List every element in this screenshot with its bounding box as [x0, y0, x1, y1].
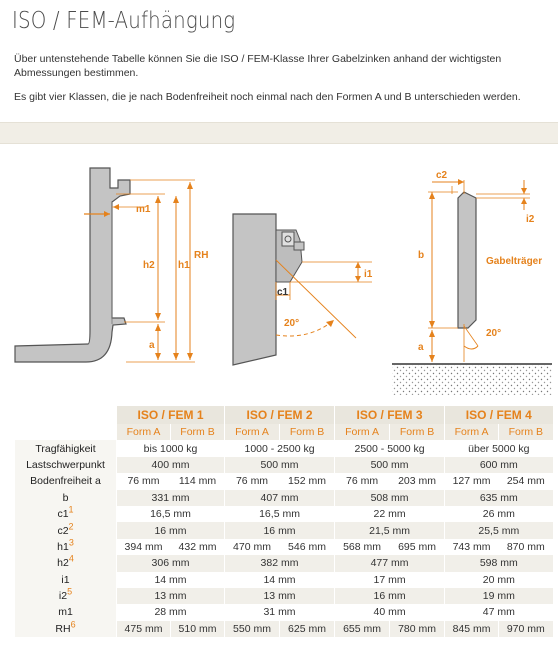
table-cell: 598 mm — [445, 555, 553, 571]
class-header: ISO / FEM 3 — [335, 406, 445, 424]
table-cell: 655 mm — [335, 621, 390, 637]
row-label — [15, 490, 117, 506]
table-cell: 432 mm — [171, 539, 225, 555]
table-cell: 13 mm — [225, 588, 335, 604]
table-cell: 500 mm — [335, 457, 445, 473]
table-body — [15, 440, 553, 637]
footnote-marker: 4 — [68, 553, 74, 564]
table-row — [15, 490, 553, 506]
table-cell: 14 mm — [117, 572, 225, 588]
form-a-header: Form A — [335, 424, 390, 440]
table-cell: 331 mm — [117, 490, 225, 506]
table-cell: 114 mm — [171, 473, 225, 489]
row-label-text: i1 — [61, 573, 70, 586]
table-corner — [15, 406, 117, 424]
table-cell: 26 mm — [445, 506, 553, 522]
table-cell: 845 mm — [445, 621, 499, 637]
label-b: b — [418, 250, 425, 261]
carriage-detail-diagram — [233, 214, 373, 365]
form-b-header: Form B — [280, 424, 335, 440]
table-cell: 695 mm — [390, 539, 445, 555]
table-cell: 127 mm — [445, 473, 499, 489]
table-forms-row — [15, 424, 553, 440]
intro-text — [14, 52, 549, 114]
table-cell: über 5000 kg — [445, 440, 553, 456]
class-header: ISO / FEM 2 — [225, 406, 335, 424]
table-cell: 546 mm — [280, 539, 335, 555]
table-cell: 970 mm — [499, 621, 553, 637]
carriage-side-diagram — [392, 170, 552, 395]
table-cell: bis 1000 kg — [117, 440, 225, 456]
footnote-marker: 2 — [68, 521, 74, 532]
table-row — [15, 440, 553, 456]
row-label-text: m1 — [58, 606, 73, 619]
table-cell: 21,5 mm — [335, 522, 445, 538]
table-row — [15, 539, 553, 555]
table-cell: 870 mm — [499, 539, 553, 555]
table-cell: 19 mm — [445, 588, 553, 604]
table-header-row — [15, 406, 553, 424]
table-row — [15, 621, 553, 637]
class-header: ISO / FEM 4 — [445, 406, 553, 424]
table-row — [15, 572, 553, 588]
intro-paragraph-2: Es gibt vier Klassen, die je nach Bodenfreiheit noch einmal nach den Formen A und B unterschieden werden. — [14, 91, 521, 103]
table-cell: 635 mm — [445, 490, 553, 506]
table-cell: 743 mm — [445, 539, 499, 555]
row-label — [15, 604, 117, 620]
page-title: ISO / FEM-Aufhängung — [12, 8, 236, 34]
table-row — [15, 588, 553, 604]
label-c2: c2 — [436, 170, 448, 181]
table-cell: 568 mm — [335, 539, 390, 555]
table-row — [15, 506, 553, 522]
row-label — [15, 457, 117, 473]
table-cell: 152 mm — [280, 473, 335, 489]
row-label — [15, 506, 117, 522]
table-cell: 16,5 mm — [225, 506, 335, 522]
label-i1: i1 — [364, 269, 373, 280]
fork-side-diagram — [15, 168, 208, 362]
row-label — [15, 621, 117, 637]
row-label-text: h2 — [57, 557, 69, 570]
table-row — [15, 473, 553, 489]
fem-class-table — [14, 406, 553, 637]
row-label-text: i2 — [58, 590, 68, 603]
row-label — [15, 440, 117, 456]
table-cell: 600 mm — [445, 457, 553, 473]
table-cell: 13 mm — [117, 588, 225, 604]
label-RH: RH — [194, 250, 209, 261]
label-carriage: Gabelträger — [486, 256, 543, 267]
footnote-marker: 5 — [67, 586, 73, 597]
form-a-header: Form A — [445, 424, 499, 440]
label-m1: m1 — [136, 204, 151, 215]
footnote-marker: 3 — [68, 537, 74, 548]
row-label-text: c2 — [57, 524, 69, 537]
row-label-text: Tragfähigkeit — [35, 442, 96, 455]
row-label-text: Lastschwerpunkt — [26, 458, 105, 471]
table-cell: 76 mm — [335, 473, 390, 489]
table-cell: 16,5 mm — [117, 506, 225, 522]
dimension-diagrams — [0, 150, 558, 400]
row-label-text: Bodenfreiheit a — [30, 475, 101, 488]
label-angle-20: 20° — [284, 318, 300, 329]
table-cell: 394 mm — [117, 539, 171, 555]
form-a-header: Form A — [117, 424, 171, 440]
label-h1: h1 — [178, 260, 190, 271]
table-cell: 254 mm — [499, 473, 553, 489]
footnote-marker: 6 — [70, 619, 76, 630]
table-cell: 508 mm — [335, 490, 445, 506]
table-cell: 500 mm — [225, 457, 335, 473]
row-label — [15, 572, 117, 588]
table-row — [15, 457, 553, 473]
table-cell: 400 mm — [117, 457, 225, 473]
table-cell: 76 mm — [117, 473, 171, 489]
table-cell: 2500 - 5000 kg — [335, 440, 445, 456]
label-h2: h2 — [143, 260, 155, 271]
forms-corner — [15, 424, 117, 440]
table-cell: 407 mm — [225, 490, 335, 506]
table-cell: 306 mm — [117, 555, 225, 571]
table-cell: 780 mm — [390, 621, 445, 637]
intro-paragraph-1: Über untenstehende Tabelle können Sie die ISO / FEM-Klasse Ihrer Gabelzinken anhand der wichtigsten Abmessungen bestimmen. — [14, 53, 502, 79]
class-header: ISO / FEM 1 — [117, 406, 225, 424]
table-cell: 40 mm — [335, 604, 445, 620]
form-b-header: Form B — [390, 424, 445, 440]
row-label-text: c1 — [57, 508, 69, 521]
table-cell: 477 mm — [335, 555, 445, 571]
table-cell: 203 mm — [390, 473, 445, 489]
table-cell: 1000 - 2500 kg — [225, 440, 335, 456]
label-i2: i2 — [526, 214, 535, 225]
table-row — [15, 522, 553, 538]
table-cell: 22 mm — [335, 506, 445, 522]
table-cell: 550 mm — [225, 621, 280, 637]
table-cell: 382 mm — [225, 555, 335, 571]
table-cell: 25,5 mm — [445, 522, 553, 538]
row-label-text: RH — [55, 622, 71, 635]
row-label — [15, 473, 117, 489]
row-label — [15, 522, 117, 538]
label-angle-20-b: 20° — [486, 328, 502, 339]
table-cell: 475 mm — [117, 621, 171, 637]
table-cell: 28 mm — [117, 604, 225, 620]
table-row — [15, 555, 553, 571]
table-cell: 625 mm — [280, 621, 335, 637]
table-cell: 20 mm — [445, 572, 553, 588]
table-cell: 470 mm — [225, 539, 280, 555]
table-cell: 16 mm — [335, 588, 445, 604]
table-cell: 17 mm — [335, 572, 445, 588]
row-label — [15, 555, 117, 571]
row-label — [15, 539, 117, 555]
form-b-header: Form B — [499, 424, 553, 440]
form-a-header: Form A — [225, 424, 280, 440]
table-cell: 16 mm — [225, 522, 335, 538]
row-label-text: h1 — [57, 540, 69, 553]
form-b-header: Form B — [171, 424, 225, 440]
label-a: a — [149, 340, 155, 351]
table-cell: 16 mm — [117, 522, 225, 538]
table-cell: 47 mm — [445, 604, 553, 620]
table-row — [15, 604, 553, 620]
label-a-2: a — [418, 342, 424, 353]
footnote-marker: 1 — [68, 504, 74, 515]
separator-band — [0, 122, 558, 144]
row-label — [15, 588, 117, 604]
label-c1: c1 — [277, 287, 289, 298]
table-cell: 76 mm — [225, 473, 280, 489]
table-cell: 510 mm — [171, 621, 225, 637]
row-label-text: b — [62, 491, 69, 504]
table-cell: 14 mm — [225, 572, 335, 588]
table-cell: 31 mm — [225, 604, 335, 620]
